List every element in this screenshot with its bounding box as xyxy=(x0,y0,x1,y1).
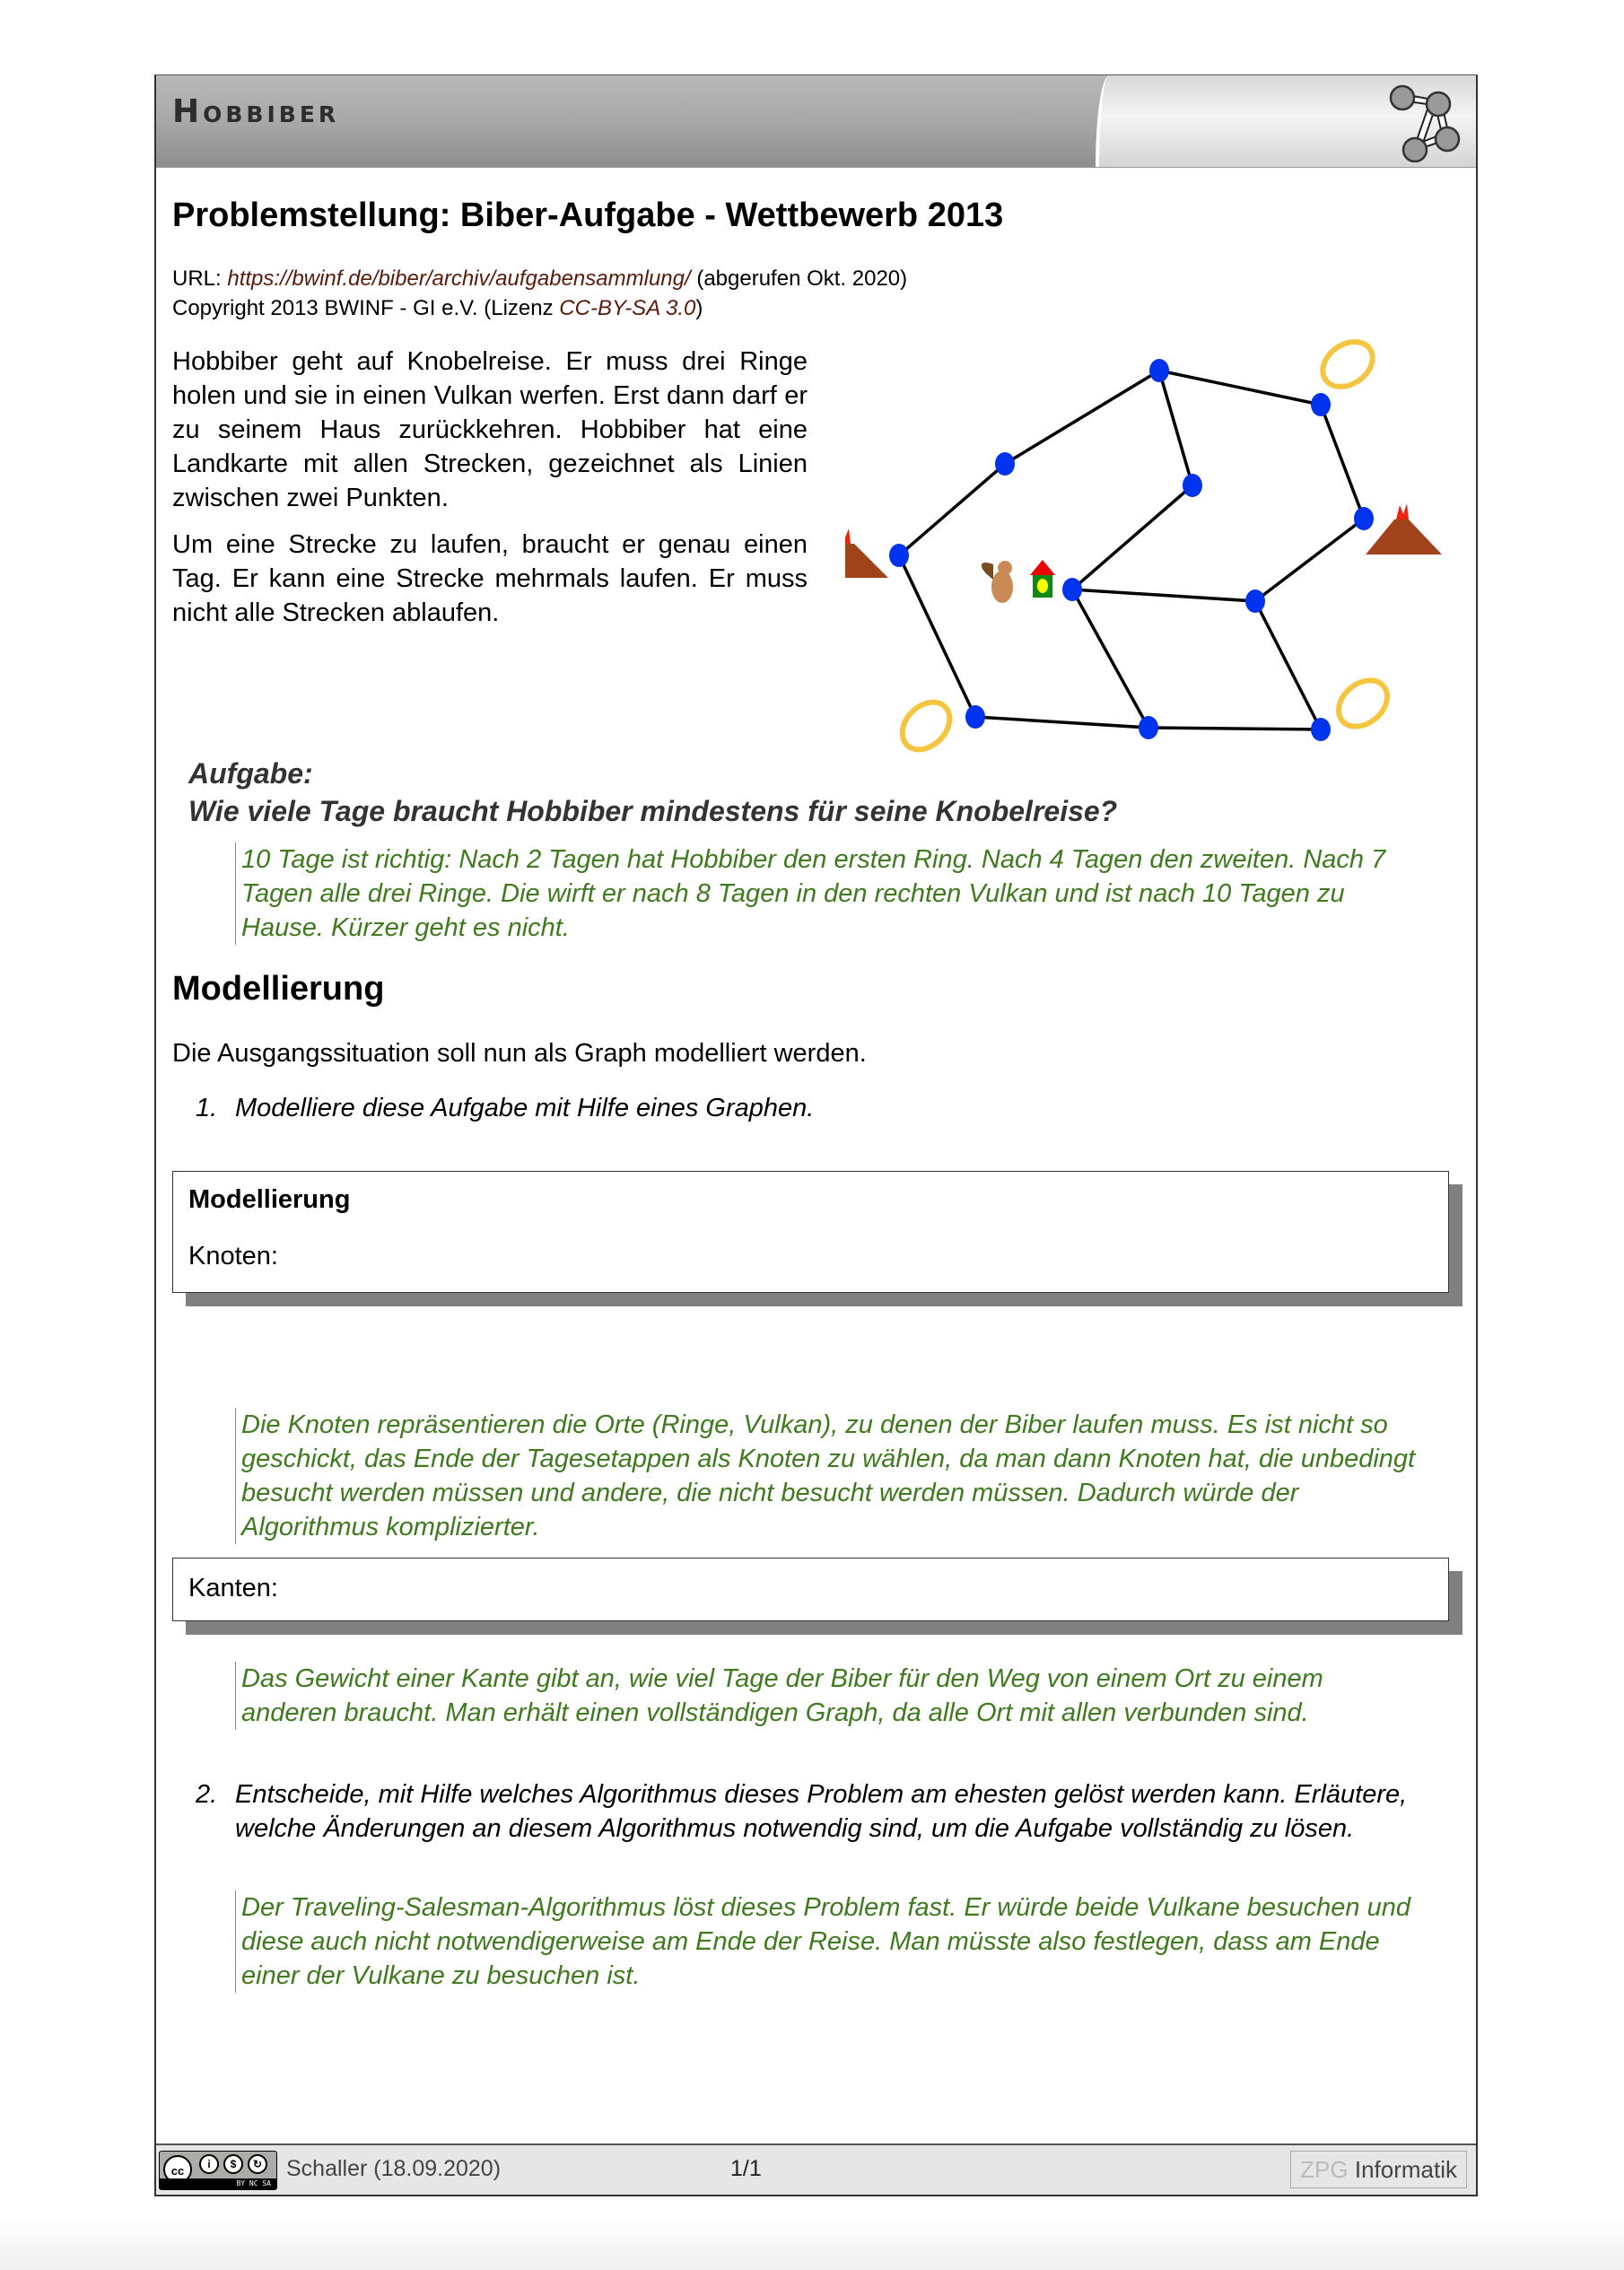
footer-author: Schaller (18.09.2020) xyxy=(286,2156,502,2181)
sa-icon: ↻ xyxy=(248,2154,267,2174)
exercise-2-number: 2. xyxy=(196,1780,218,1809)
map-edges xyxy=(899,371,1364,729)
map-illustration xyxy=(845,327,1473,829)
node-icon xyxy=(889,359,1374,741)
copyright-text: Copyright 2013 BWINF - GI e.V. (Lizenz xyxy=(172,296,560,320)
modelling-box-edges xyxy=(172,1558,1449,1621)
by-icon: i xyxy=(199,2154,219,2174)
brand-zpg: ZPG xyxy=(1300,2156,1349,2183)
header-title: Hobbiber xyxy=(172,93,340,130)
task-block xyxy=(188,755,1117,830)
edges-answer: Das Gewicht einer Kante gibt an, wie viel Tage der Biber für den Weg von einem Ort zu einem anderen braucht. Man erhält einen vollständigen Graph, da alle Ort mit allen verbunden sind. xyxy=(235,1662,1426,1730)
volcano-icon xyxy=(845,503,1442,578)
exercise-2-text: Entscheide, mit Hilfe welches Algorithmus dieses Problem am ehesten gelöst werden kann. Erläutere, welche Änderungen an diesem Algorithmus notwendig sind, um die Aufgabe vollständig zu lösen. xyxy=(235,1780,1408,1843)
edges-label: Kanten: xyxy=(188,1574,278,1602)
page-footer xyxy=(156,2143,1476,2195)
zpg-brand-logo xyxy=(1290,2151,1467,2188)
graph-logo-icon xyxy=(1386,80,1467,162)
copyright-suffix: ) xyxy=(695,296,703,320)
source-url-link[interactable]: https://bwinf.de/biber/archiv/aufgabensammlung/ xyxy=(227,266,691,291)
task-question: Wie viele Tage braucht Hobbiber mindestens für seine Knobelreise? xyxy=(188,795,1118,827)
license-badge-text: BY NC SA xyxy=(160,2178,276,2189)
worksheet-page xyxy=(154,74,1478,2196)
exercise-1-text: Modelliere diese Aufgabe mit Hilfe eines Graphen. xyxy=(235,1094,815,1122)
background-fade xyxy=(0,2216,1624,2270)
intro-paragraph-1: Hobbiber geht auf Knobelreise. Er muss drei Ringe holen und sie in einen Vulkan werfen. Erst dann darf er zu seinem Haus zurückkehren. Hobbiber hat eine Landkarte mit allen Strecken, gezeichnet als Linien zwischen zwei Punkten. xyxy=(172,347,808,512)
modelling-intro: Die Ausgangssituation soll nun als Graph modelliert werden. xyxy=(172,1039,867,1068)
house-icon xyxy=(1030,560,1055,598)
task-label: Aufgabe: xyxy=(188,757,313,790)
brand-informatik: Informatik xyxy=(1348,2156,1457,2183)
intro-paragraph-2: Um eine Strecke zu laufen, braucht er genau einen Tag. Er kann eine Strecke mehrmals laufen. Er muss nicht alle Strecken ablaufen. xyxy=(172,530,808,627)
task-answer: 10 Tage ist richtig: Nach 2 Tagen hat Hobbiber den ersten Ring. Nach 4 Tagen den zweiten. Nach 7 Tagen alle drei Ringe. Die wirft er nach 8 Tagen in den rechten Vulkan und ist nach 10 Tagen zu Hause. Kürzer geht es nicht. xyxy=(235,843,1408,945)
beaver-icon xyxy=(982,561,1013,603)
section-heading-modellierung: Modellierung xyxy=(172,970,385,1008)
modelling-box-nodes xyxy=(172,1171,1449,1293)
exercise-2-answer: Der Traveling-Salesman-Algorithmus löst dieses Problem fast. Er würde beide Vulkane besuchen und diese auch nicht notwendigerweise am Ende der Reise. Man müsste also festlegen, dass am Ende einer der Vulkane zu besuchen ist. xyxy=(235,1890,1439,1993)
source-info xyxy=(172,264,907,323)
cc-license-badge-icon[interactable] xyxy=(159,2151,277,2190)
license-link[interactable]: CC-BY-SA 3.0 xyxy=(559,296,696,320)
url-label: URL: xyxy=(172,266,228,291)
page-title: Problemstellung: Biber-Aufgabe - Wettbewerb 2013 xyxy=(172,196,1004,234)
exercise-1-number: 1. xyxy=(196,1094,218,1122)
retrieved-date: (abgerufen Okt. 2020) xyxy=(690,266,908,291)
nodes-answer: Die Knoten repräsentieren die Orte (Ringe, Vulkan), zu denen der Biber laufen muss. Es ist nicht so geschickt, das Ende der Tagesetappen als Knoten zu wählen, da man dann Knoten hat, die unbedingt besucht werden müssen und andere, die nicht besucht werden müssen. Dadurch würde der Algorithmus komplizierter. xyxy=(235,1408,1439,1544)
modelling-box-title: Modellierung xyxy=(188,1185,351,1214)
problem-description xyxy=(172,345,808,642)
nc-icon: $ xyxy=(223,2154,243,2174)
page-header xyxy=(156,75,1476,168)
nodes-label: Knoten: xyxy=(188,1242,278,1270)
cc-icon: cc xyxy=(163,2155,192,2184)
page-number: 1/1 xyxy=(730,2156,762,2181)
